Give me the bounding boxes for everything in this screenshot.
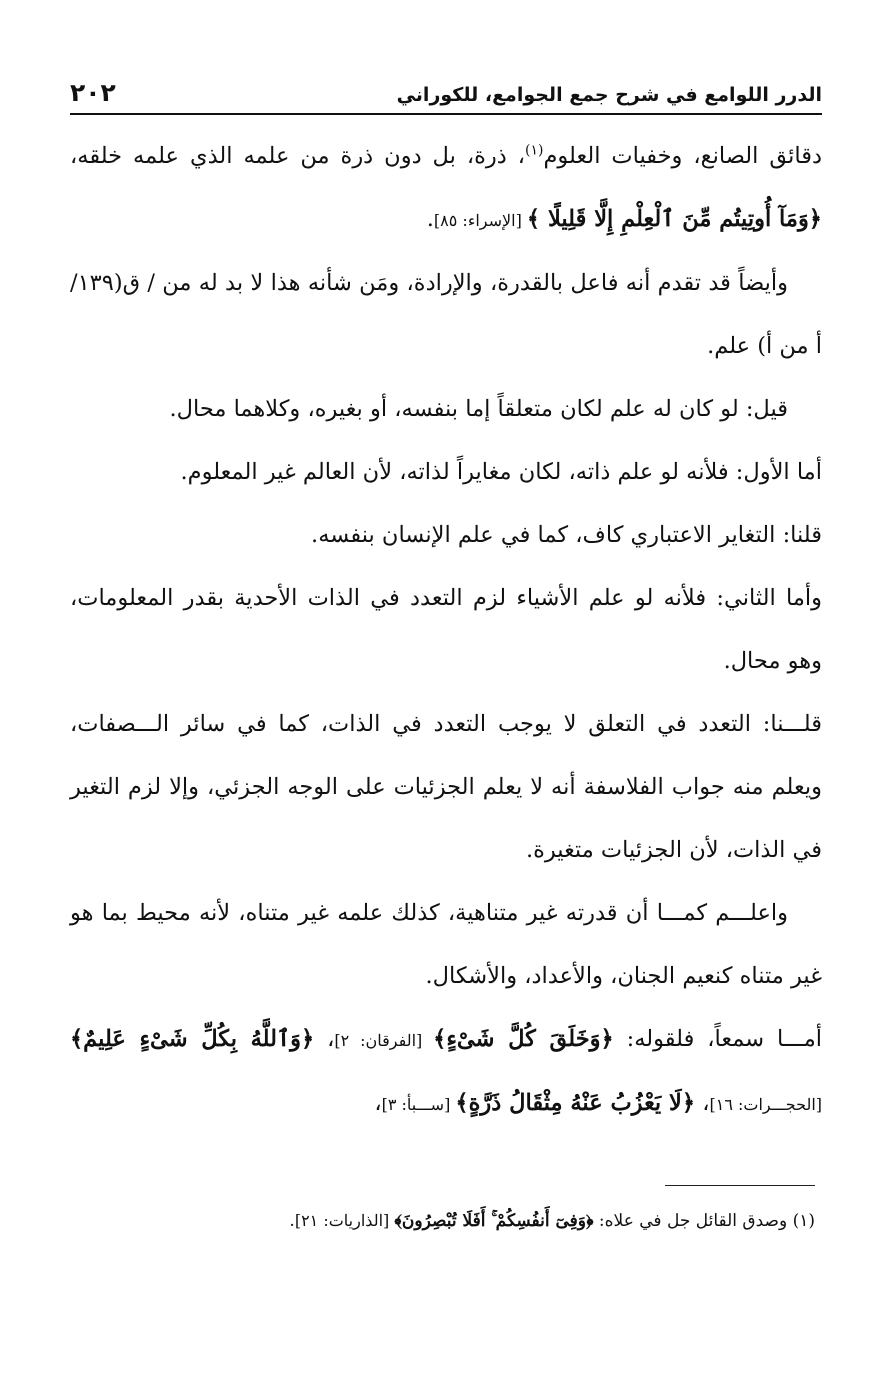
verse-reference: [الإسراء: ٨٥] bbox=[433, 211, 527, 230]
text-run: دقائق الصانع، وخفيات العلوم bbox=[543, 143, 822, 169]
page-number: ٢٠٢ bbox=[70, 78, 116, 107]
text-run: . bbox=[426, 206, 434, 232]
paragraph-9 bbox=[70, 1008, 822, 1136]
quran-verse: ﴿وَٱللَّهُ بِكُلِّ شَىْءٍ عَلِيمٌ﴾ bbox=[70, 1026, 315, 1052]
paragraph-5: قلنا: التغاير الاعتباري كاف، كما في علم الإنسان بنفسه. bbox=[311, 522, 822, 548]
main-text bbox=[70, 125, 822, 1136]
verse-reference: [الذاريات: ٢١] bbox=[294, 1211, 395, 1230]
text-run: ، bbox=[314, 1026, 335, 1052]
verse-reference: [الفرقان: ٢] bbox=[334, 1031, 434, 1050]
paragraph-6: وأما الثاني: فلأنه لو علم الأشياء لزم التعدد في الذات الأحدية بقدر المعلومات، وهو محال. bbox=[70, 585, 822, 674]
paragraph-1 bbox=[70, 125, 822, 252]
running-title: الدرر اللوامع في شرح جمع الجوامع، للكوراني bbox=[396, 84, 822, 106]
footnote bbox=[63, 1206, 815, 1236]
text-run: ، bbox=[374, 1090, 382, 1116]
text-run: ، bbox=[695, 1090, 710, 1116]
quran-verse: ﴿لَا يَعْزُبُ عَنْهُ مِثْقَالُ ذَرَّةٍ﴾ bbox=[455, 1090, 696, 1116]
book-page bbox=[70, 78, 822, 1136]
paragraph-3: قيل: لو كان له علم لكان متعلقاً إما بنفسه، أو بغيره، وكلاهما محال. bbox=[169, 396, 788, 422]
footnote-text: (١) وصدق القائل جل في علاه: bbox=[593, 1211, 815, 1231]
quran-verse: ﴿وَفِىٓ أَنفُسِكُمْ ۚ أَفَلَا تُبْصِرُونَ﴾ bbox=[394, 1211, 594, 1231]
text-run: ، ذرة، بل دون ذرة من علمه الذي علمه خلقه، bbox=[70, 143, 526, 169]
paragraph-8: واعلـــم كمـــا أن قدرته غير متناهية، كذلك علمه غير متناه، لأنه محيط بما هو غير متناه كنعيم الجنان، والأعداد، والأشكال. bbox=[70, 900, 822, 989]
text-run: أمـــا سمعاً، فلقوله: bbox=[613, 1026, 822, 1052]
quran-verse: ﴿وَخَلَقَ كُلَّ شَىْءٍ﴾ bbox=[433, 1026, 614, 1052]
verse-reference: [الحجـــرات: ١٦] bbox=[709, 1095, 822, 1114]
verse-reference: [ســـبأ: ٣] bbox=[381, 1095, 456, 1114]
page-header bbox=[70, 78, 822, 115]
quran-verse: ﴿وَمَآ أُوتِيتُم مِّنَ ٱلْعِلْمِ إِلَّا قَلِيلًا ﴾ bbox=[526, 206, 822, 232]
paragraph-7: قلـــنا: التعدد في التعلق لا يوجب التعدد في الذات، كما في سائر الـــصفات، ويعلم منه جواب الفلاسفة أنه لا يعلم الجزئيات على الوجه الجزئي، وإلا لزم التغير في الذات، لأن الجزئيات متغيرة. bbox=[70, 711, 822, 863]
footnote-text: . bbox=[289, 1211, 295, 1231]
paragraph-2: وأيضاً قد تقدم أنه فاعل بالقدرة، والإرادة، ومَن شأنه هذا لا بد له من / ق(١٣٩/أ من أ) علم. bbox=[70, 270, 822, 359]
footnote-marker: (١) bbox=[525, 142, 544, 159]
paragraph-4: أما الأول: فلأنه لو علم ذاته، لكان مغايراً لذاته، لأن العالم غير المعلوم. bbox=[180, 459, 822, 485]
footnote-divider bbox=[665, 1185, 815, 1186]
